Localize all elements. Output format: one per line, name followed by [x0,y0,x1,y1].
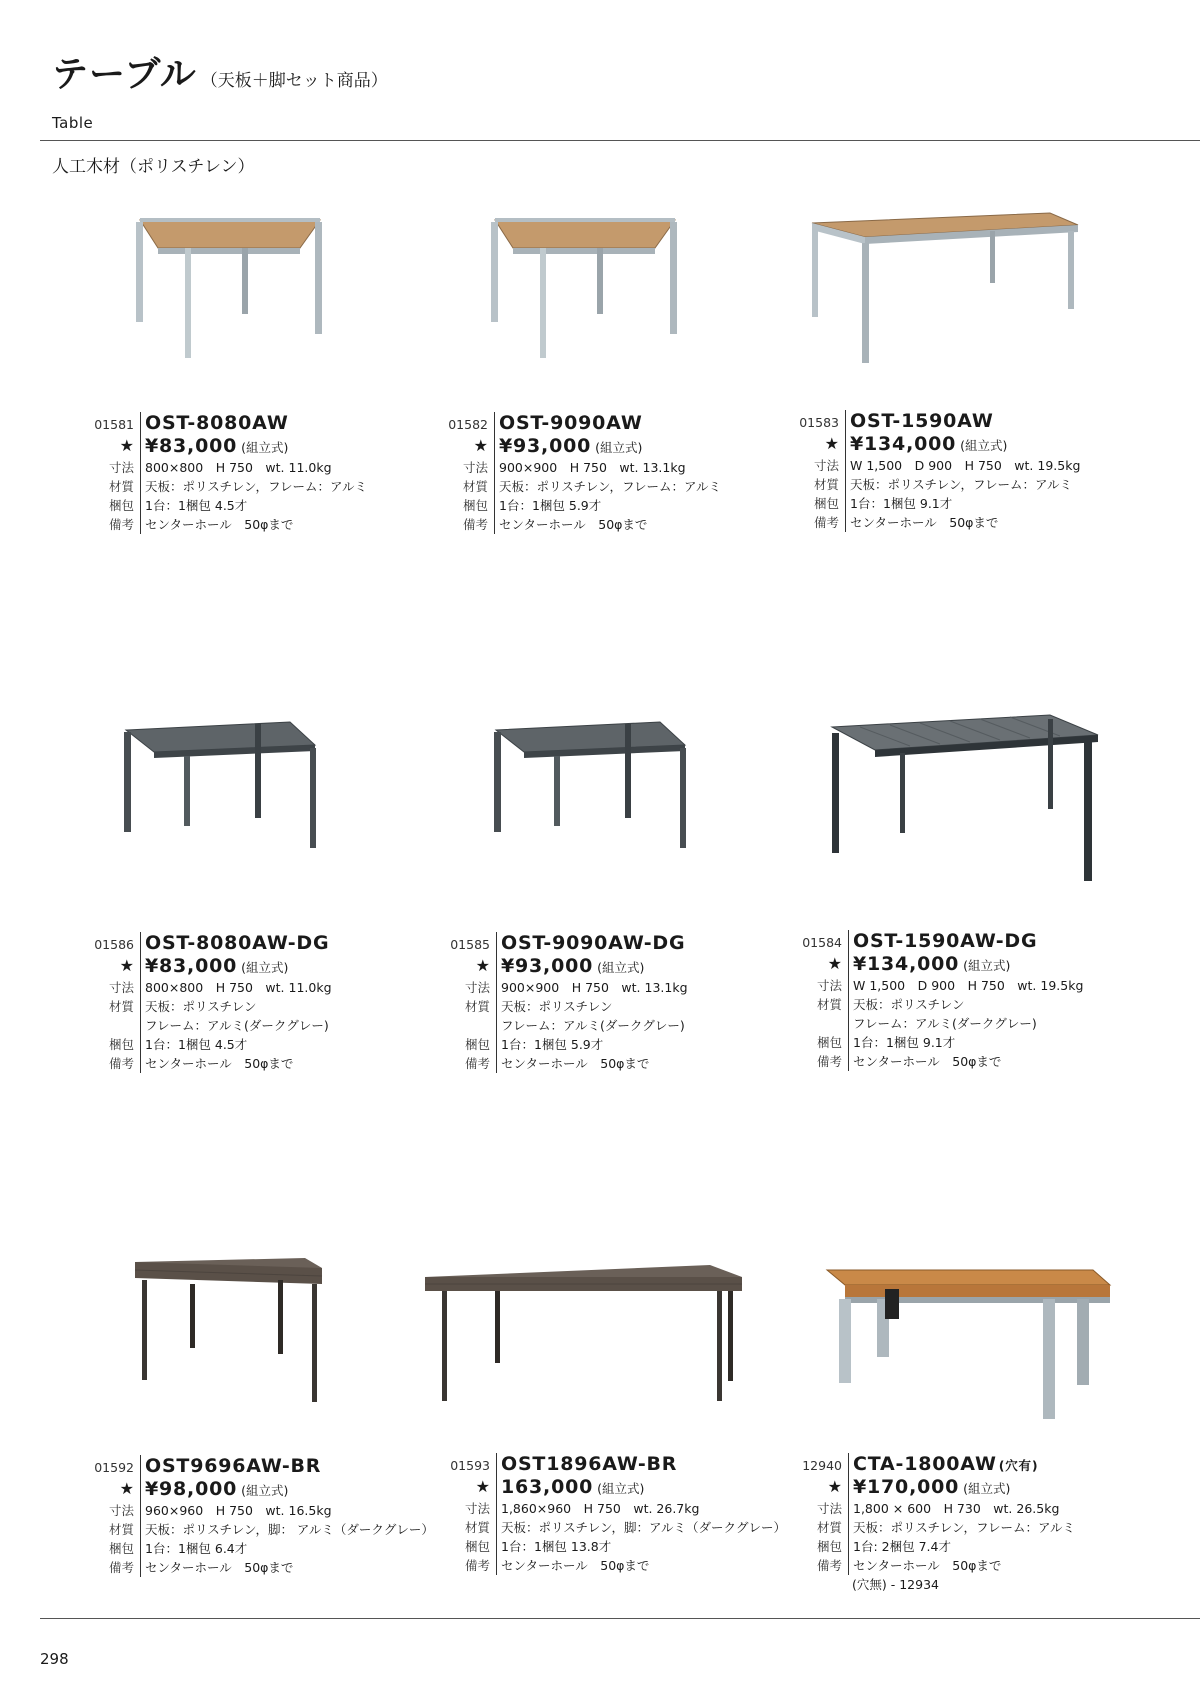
product-image-01585 [490,700,690,880]
material-label: 材質 [816,1520,842,1535]
material-value: 天板：ポリスチレン，フレーム：アルミ [848,1518,1140,1537]
remarks-value-2: (穴無) - 12934 [852,1577,939,1592]
product-code: 01585 [450,937,490,952]
size-label: 寸法 [108,980,134,995]
remarks-label: 備考 [464,1558,490,1573]
product-name: OST-8080AW [140,412,432,434]
size-label: 寸法 [464,1501,490,1516]
size-value: W 1,500 D 900 H 750 wt. 19.5kg [848,976,1140,995]
size-label: 寸法 [464,980,490,995]
product-price: ¥134,000 [853,953,960,975]
material-value: 天板：ポリスチレン，フレーム：アルミ [494,477,786,496]
product-image-12940 [825,1255,1115,1425]
remarks-label: 備考 [464,1056,490,1071]
remarks-label: 備考 [462,517,488,532]
size-label: 寸法 [816,978,842,993]
package-value: 1台：1梱包 13.8才 [496,1537,788,1556]
package-value: 1台：1梱包 5.9才 [494,496,786,515]
package-value: 1台：1梱包 4.5才 [140,496,432,515]
package-label: 梱包 [813,496,839,511]
package-value: 1台：1梱包 4.5才 [140,1035,432,1054]
size-label: 寸法 [108,1503,134,1518]
package-label: 梱包 [108,1037,134,1052]
size-label: 寸法 [816,1501,842,1516]
product-price: ¥83,000 [145,955,238,977]
remarks-value: センターホール 50φまで [140,1558,432,1577]
size-value: W 1,500 D 900 H 750 wt. 19.5kg [845,456,1137,475]
product-price: 163,000 [501,1476,594,1498]
package-label: 梱包 [816,1539,842,1554]
star-icon: ★ [119,436,134,455]
size-value: 960×960 H 750 wt. 16.5kg [140,1501,432,1520]
footer-divider [40,1618,1200,1619]
remarks-value: センターホール 50φまで [848,1556,1140,1575]
product-name: OST-8080AW-DG [140,932,432,954]
product-spec [800,930,1140,1071]
product-image-01581 [130,200,330,370]
material-label: 材質 [816,997,842,1012]
material-value-2: フレーム：アルミ(ダークグレー) [140,1016,432,1035]
product-code: 01592 [94,1460,134,1475]
size-label: 寸法 [108,460,134,475]
material-label: 材質 [464,999,490,1014]
product-image-01593 [420,1255,750,1425]
size-label: 寸法 [813,458,839,473]
package-value: 1台：1梱包 9.1才 [845,494,1137,513]
package-value: 1台：1梱包 6.4才 [140,1539,432,1558]
product-code: 01583 [799,415,839,430]
hole-note: (穴有) [998,1458,1039,1473]
remarks-value: センターホール 50φまで [496,1556,788,1575]
material-value: 天板：ポリスチレン，フレーム：アルミ [140,477,432,496]
star-icon: ★ [475,1477,490,1496]
material-value-2: フレーム：アルミ(ダークグレー) [496,1016,788,1035]
remarks-value: センターホール 50φまで [140,515,432,534]
size-value: 800×800 H 750 wt. 11.0kg [140,458,432,477]
product-price: ¥98,000 [145,1478,238,1500]
product-spec [92,1455,432,1577]
size-label: 寸法 [462,460,488,475]
product-name: OST-9090AW [494,412,786,434]
package-value: 1台：1梱包 5.9才 [496,1035,788,1054]
size-value: 1,860×960 H 750 wt. 26.7kg [496,1499,788,1518]
product-name: CTA-1800AW [853,1453,997,1475]
material-label: 材質 [813,477,839,492]
product-image-01582 [485,200,685,370]
remarks-value: センターホール 50φまで [140,1054,432,1073]
title-english: Table [52,114,94,132]
remarks-value: センターホール 50φまで [845,513,1137,532]
product-price: ¥93,000 [501,955,594,977]
product-code: 12940 [802,1458,842,1473]
remarks-label: 備考 [108,517,134,532]
product-spec [92,412,432,534]
assembly-type: (組立式) [241,960,289,975]
product-image-01584 [830,705,1100,885]
product-code: 01593 [450,1458,490,1473]
title-subtitle: （天板＋脚セット商品） [200,71,388,91]
size-value: 900×900 H 750 wt. 13.1kg [494,458,786,477]
product-price: ¥83,000 [145,435,238,457]
product-code: 01581 [94,417,134,432]
remarks-label: 備考 [816,1558,842,1573]
size-value: 900×900 H 750 wt. 13.1kg [496,978,788,997]
package-label: 梱包 [108,1541,134,1556]
remarks-label: 備考 [108,1056,134,1071]
package-label: 梱包 [816,1035,842,1050]
size-value: 1,800 × 600 H 730 wt. 26.5kg [848,1499,1140,1518]
product-name: OST-1590AW [845,410,1137,432]
product-name: OST-1590AW-DG [848,930,1140,952]
assembly-type: (組立式) [963,1481,1011,1496]
remarks-value: センターホール 50φまで [496,1054,788,1073]
assembly-type: (組立式) [595,440,643,455]
material-label: 材質 [462,479,488,494]
product-price: ¥170,000 [853,1476,960,1498]
package-label: 梱包 [464,1037,490,1052]
star-icon: ★ [119,956,134,975]
assembly-type: (組立式) [597,960,645,975]
package-label: 梱包 [462,498,488,513]
product-spec [92,932,432,1073]
product-spec [448,932,788,1073]
star-icon: ★ [119,1479,134,1498]
product-code: 01586 [94,937,134,952]
material-value: 天板：ポリスチレン，脚：アルミ（ダークグレー） [496,1518,788,1537]
package-value: 1台：1梱包 9.1才 [848,1033,1140,1052]
size-value: 800×800 H 750 wt. 11.0kg [140,978,432,997]
assembly-type: (組立式) [241,1483,289,1498]
star-icon: ★ [475,956,490,975]
material-value: 天板：ポリスチレン，脚： アルミ（ダークグレー） [140,1520,434,1539]
product-spec [797,410,1137,532]
category-heading: 人工木材（ポリスチレン） [52,157,255,177]
product-code: 01584 [802,935,842,950]
remarks-label: 備考 [816,1054,842,1069]
product-spec [446,412,786,534]
star-icon: ★ [473,436,488,455]
package-label: 梱包 [464,1539,490,1554]
product-image-01586 [120,700,320,880]
product-spec [448,1453,788,1575]
material-label: 材質 [464,1520,490,1535]
page-title [52,46,388,97]
remarks-value: センターホール 50φまで [848,1052,1140,1071]
assembly-type: (組立式) [960,438,1008,453]
material-value: 天板：ポリスチレン [140,997,432,1016]
package-value: 1台: 2梱包 7.4才 [848,1537,1140,1556]
remarks-value: センターホール 50φまで [494,515,786,534]
assembly-type: (組立式) [597,1481,645,1496]
remarks-label: 備考 [108,1560,134,1575]
material-value: 天板：ポリスチレン [496,997,788,1016]
package-label: 梱包 [108,498,134,513]
product-price: ¥134,000 [850,433,957,455]
star-icon: ★ [827,954,842,973]
material-label: 材質 [108,1522,134,1537]
material-label: 材質 [108,479,134,494]
assembly-type: (組立式) [241,440,289,455]
product-name: OST-9090AW-DG [496,932,788,954]
page-number: 298 [40,1650,69,1668]
material-value: 天板：ポリスチレン，フレーム：アルミ [845,475,1137,494]
product-code: 01582 [448,417,488,432]
material-label: 材質 [108,999,134,1014]
header-divider [40,140,1200,141]
product-name: OST1896AW-BR [496,1453,788,1475]
product-price: ¥93,000 [499,435,592,457]
product-name: OST9696AW-BR [140,1455,432,1477]
star-icon: ★ [824,434,839,453]
title-main: テーブル [52,54,197,95]
remarks-label: 備考 [813,515,839,530]
material-value-2: フレーム：アルミ(ダークグレー) [848,1014,1140,1033]
product-image-01592 [130,1250,330,1420]
product-spec [800,1453,1140,1594]
product-image-01583 [810,205,1080,370]
star-icon: ★ [827,1477,842,1496]
assembly-type: (組立式) [963,958,1011,973]
material-value: 天板：ポリスチレン [848,995,1140,1014]
